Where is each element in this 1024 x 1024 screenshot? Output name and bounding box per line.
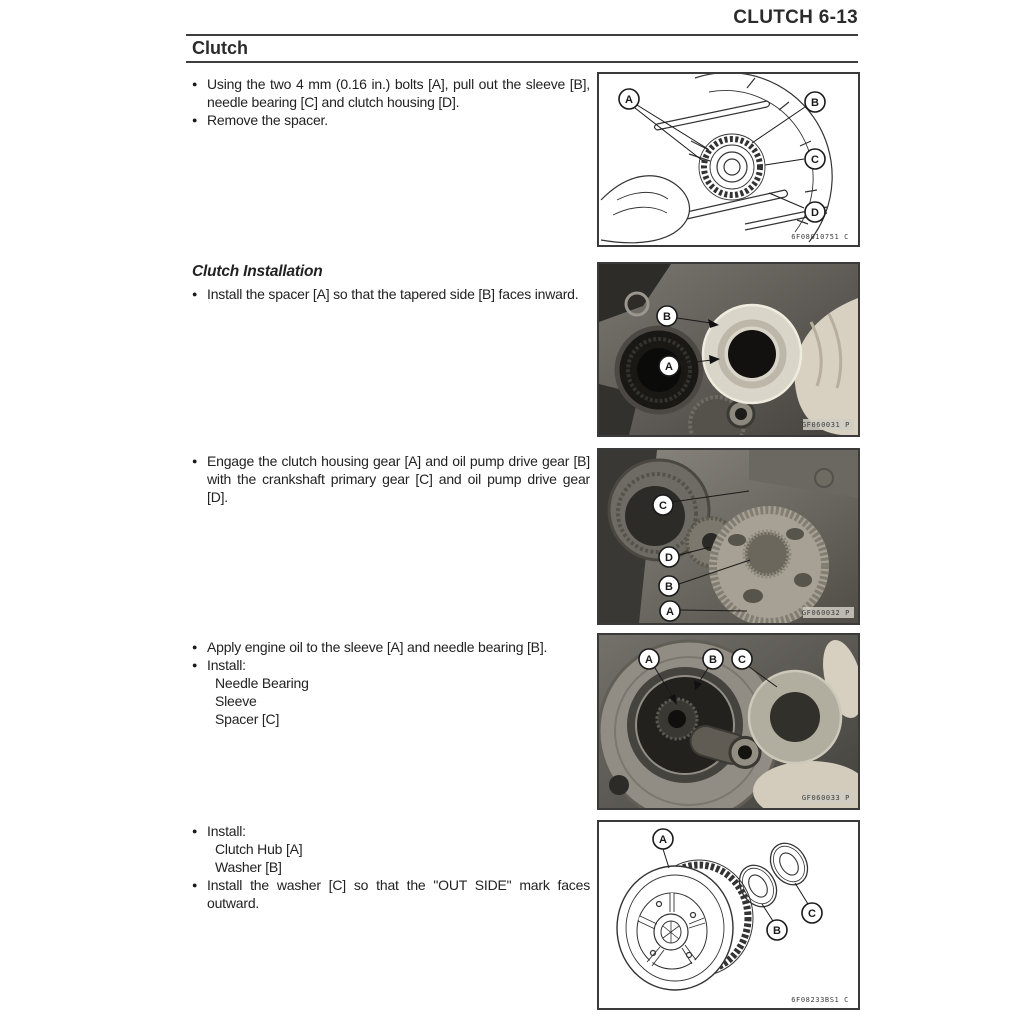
section-title: Clutch xyxy=(192,38,248,58)
callout-marker-C xyxy=(802,903,822,923)
callout-marker-B xyxy=(703,649,723,669)
svg-text:A: A xyxy=(645,654,653,666)
instruction-line: ● Engage the clutch housing gear [A] and oil pump drive gear [B] with the crankshaft primary gear [C] and oil pump drive gear [D]. xyxy=(192,452,590,506)
instruction-line: ● Apply engine oil to the sleeve [A] and needle bearing [B]. xyxy=(192,638,590,656)
callout-marker-A xyxy=(659,356,679,376)
figure-sleeve-removal-illustration xyxy=(599,74,858,245)
svg-text:B: B xyxy=(773,925,781,937)
figure-clutch-hub-illustration xyxy=(599,822,858,1008)
figure-sleeve-removal xyxy=(597,72,860,247)
svg-text:D: D xyxy=(811,207,819,219)
instruction-block-hub xyxy=(192,822,590,912)
instruction-block-oil xyxy=(192,638,590,728)
figure-sleeve-bearing xyxy=(597,633,860,810)
svg-text:B: B xyxy=(709,654,717,666)
subsection-heading: Clutch Installation xyxy=(192,263,323,280)
svg-text:D: D xyxy=(665,552,673,564)
instruction-subline: Needle Bearing xyxy=(215,675,309,691)
svg-text:C: C xyxy=(811,154,819,166)
instruction-subline: Washer [B] xyxy=(215,859,282,875)
callout-marker-B xyxy=(767,920,787,940)
instruction-line: ● Remove the spacer. xyxy=(192,111,590,129)
figure-spacer-install-photo xyxy=(599,264,858,435)
svg-text:A: A xyxy=(659,834,667,846)
callout-marker-D xyxy=(659,547,679,567)
callout-marker-B xyxy=(659,576,679,596)
svg-text:B: B xyxy=(665,581,673,593)
callout-marker-D xyxy=(805,202,825,222)
page-header: CLUTCH 6-13 xyxy=(733,7,858,28)
svg-text:C: C xyxy=(738,654,746,666)
instruction-subline: Sleeve xyxy=(215,693,257,709)
callout-marker-A xyxy=(639,649,659,669)
instruction-block-removal xyxy=(192,75,590,129)
callout-marker-A xyxy=(660,601,680,621)
instruction-line: ● Install: xyxy=(192,822,590,840)
figure-code: GF060033 P xyxy=(801,794,850,802)
svg-text:C: C xyxy=(808,908,816,920)
callout-marker-A xyxy=(619,89,639,109)
figure-gear-engagement-photo xyxy=(599,450,858,623)
callout-marker-C xyxy=(732,649,752,669)
instruction-block-installation xyxy=(192,263,590,303)
instruction-line: ● Install: xyxy=(192,656,590,674)
instruction-block-gears xyxy=(192,452,590,506)
figure-spacer-install xyxy=(597,262,860,437)
callout-marker-B xyxy=(657,306,677,326)
callout-marker-A xyxy=(653,829,673,849)
instruction-line: ● Using the two 4 mm (0.16 in.) bolts [A], pull out the sleeve [B], needle bearing [C] and clutch housing [D]. xyxy=(192,75,590,111)
instruction-subline: Clutch Hub [A] xyxy=(215,841,303,857)
callout-marker-C xyxy=(653,495,673,515)
figure-code: 6F08233BS1 C xyxy=(791,996,849,1004)
svg-text:A: A xyxy=(625,94,633,106)
callout-marker-C xyxy=(805,149,825,169)
instruction-line: ● Install the spacer [A] so that the tapered side [B] faces inward. xyxy=(192,285,590,303)
header-rule xyxy=(186,34,858,36)
figure-clutch-hub xyxy=(597,820,860,1010)
svg-text:C: C xyxy=(659,500,667,512)
section-rule xyxy=(186,61,858,63)
instruction-subline: Spacer [C] xyxy=(215,711,280,727)
figure-gear-engagement xyxy=(597,448,860,625)
svg-text:B: B xyxy=(663,311,671,323)
svg-text:A: A xyxy=(666,606,674,618)
figure-code: GF060031 P xyxy=(801,421,850,429)
svg-text:B: B xyxy=(811,97,819,109)
figure-code: GF060032 P xyxy=(801,609,850,617)
figure-sleeve-bearing-photo xyxy=(599,635,858,808)
figure-code: 6F08010751 C xyxy=(791,233,849,241)
svg-text:A: A xyxy=(665,361,673,373)
callout-marker-B xyxy=(805,92,825,112)
instruction-line: ● Install the washer [C] so that the "OUT SIDE" mark faces outward. xyxy=(192,876,590,912)
